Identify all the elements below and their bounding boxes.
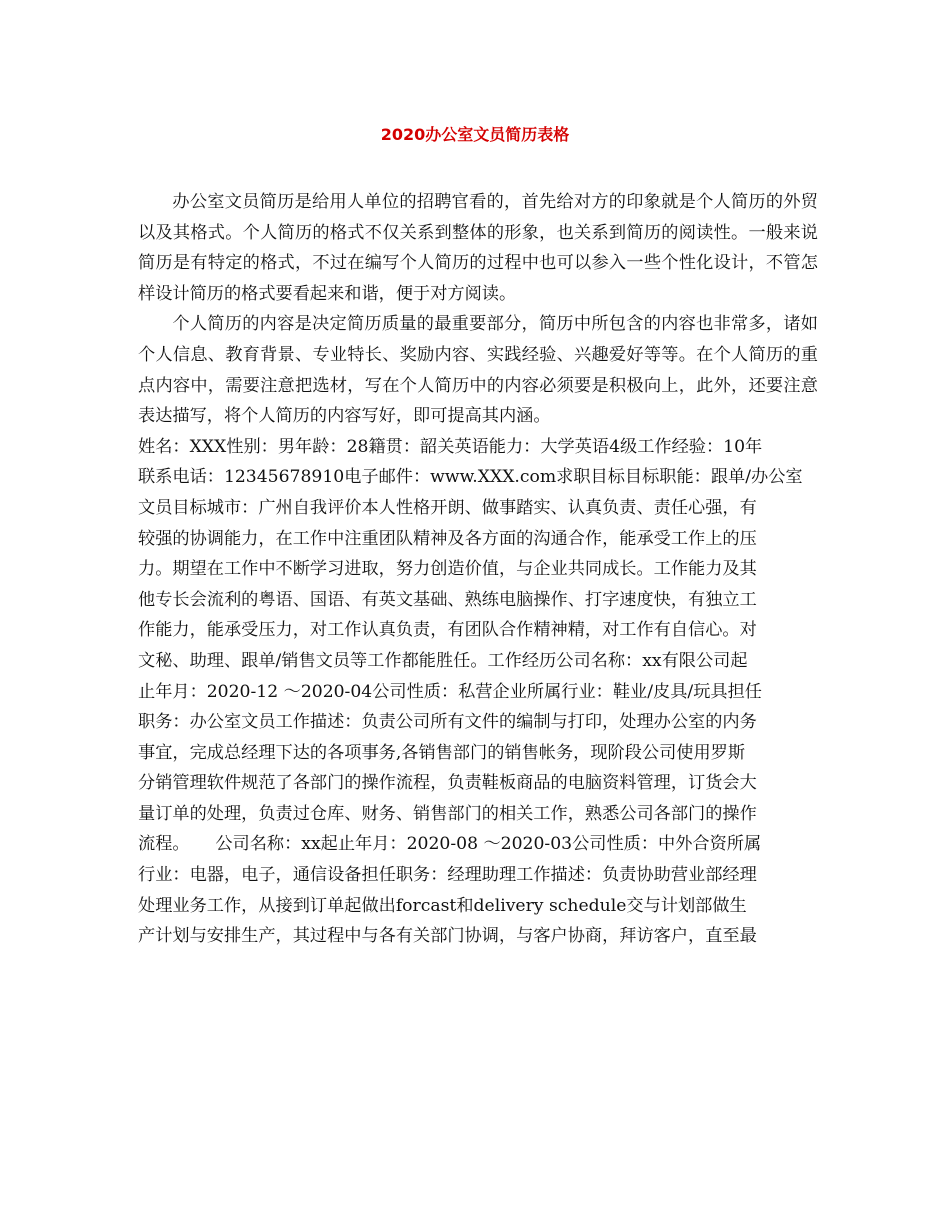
resume-line: 分销管理软件规范了各部门的操作流程，负责鞋板商品的电脑资料管理，订货会大 (138, 773, 757, 794)
content-paragraph: 个人简历的内容是决定简历质量的最重要部分，简历中所包含的内容也非常多，诸如个人信息、教育背景、专业特长、奖励内容、实践经验、兴趣爱好等等。在个人简历的重点内容中，需要注意把选材，写在个人简历中的内容必须要是积极向上，此外，还要注意表达描写，将个人简历的内容写好，即可提高其内涵。 (138, 314, 818, 427)
resume-line: 流程。 公司名称：xx起止年月：2020-08 ～2020-03公司性质：中外合资所属 (138, 834, 762, 855)
document-body (138, 187, 818, 952)
resume-line: 处理业务工作，从接到订单起做出forcast和delivery schedule交与计划部做生 (138, 895, 747, 916)
resume-line: 联系电话：12345678910电子邮件：www.XXX.com求职目标目标职能：跟单/办公室 (138, 467, 803, 488)
resume-line: 职务：办公室文员工作描述：负责公司所有文件的编制与打印，处理办公室的内务 (138, 712, 757, 733)
resume-line: 力。期望在工作中不断学习进取，努力创造价值，与企业共同成长。工作能力及其 (138, 559, 757, 580)
resume-line: 文员目标城市：广州自我评价本人性格开朗、做事踏实、认真负责、责任心强，有 (138, 497, 757, 518)
resume-line: 文秘、助理、跟单/销售文员等工作都能胜任。工作经历公司名称：xx有限公司起 (138, 650, 748, 671)
resume-line: 较强的协调能力，在工作中注重团队精神及各方面的沟通合作，能承受工作上的压 (138, 528, 757, 549)
resume-line: 止年月：2020-12 ～2020-04公司性质：私营企业所属行业：鞋业/皮具/玩具担任 (138, 681, 762, 702)
resume-line: 姓名：XXX性别：男年龄：28籍贯：韶关英语能力：大学英语4级工作经验：10年 (138, 436, 763, 457)
resume-line: 作能力，能承受压力，对工作认真负责，有团队合作精神精，对工作有自信心。对 (138, 620, 757, 641)
resume-line: 量订单的处理，负责过仓库、财务、销售部门的相关工作，熟悉公司各部门的操作 (138, 803, 757, 824)
resume-line: 事宜，完成总经理下达的各项事务,各销售部门的销售帐务，现阶段公司使用罗斯 (138, 742, 746, 763)
resume-line: 行业：电器，电子，通信设备担任职务：经理助理工作描述：负责协助营业部经理 (138, 865, 757, 886)
document-title: 2020办公室文员简历表格 (380, 125, 570, 144)
resume-line: 产计划与安排生产，其过程中与各有关部门协调，与客户协商，拜访客户，直至最 (138, 926, 757, 947)
resume-line: 他专长会流利的粤语、国语、有英文基础、熟练电脑操作、打字速度快，有独立工 (138, 589, 757, 610)
resume-block (138, 432, 818, 952)
intro-paragraph: 办公室文员简历是给用人单位的招聘官看的，首先给对方的印象就是个人简历的外贸以及其格式。个人简历的格式不仅关系到整体的形象，也关系到简历的阅读性。一般来说简历是有特定的格式，不过在编写个人简历的过程中也可以参入一些个性化设计，不管怎样设计简历的格式要看起来和谐，便于对方阅读。 (138, 192, 818, 304)
